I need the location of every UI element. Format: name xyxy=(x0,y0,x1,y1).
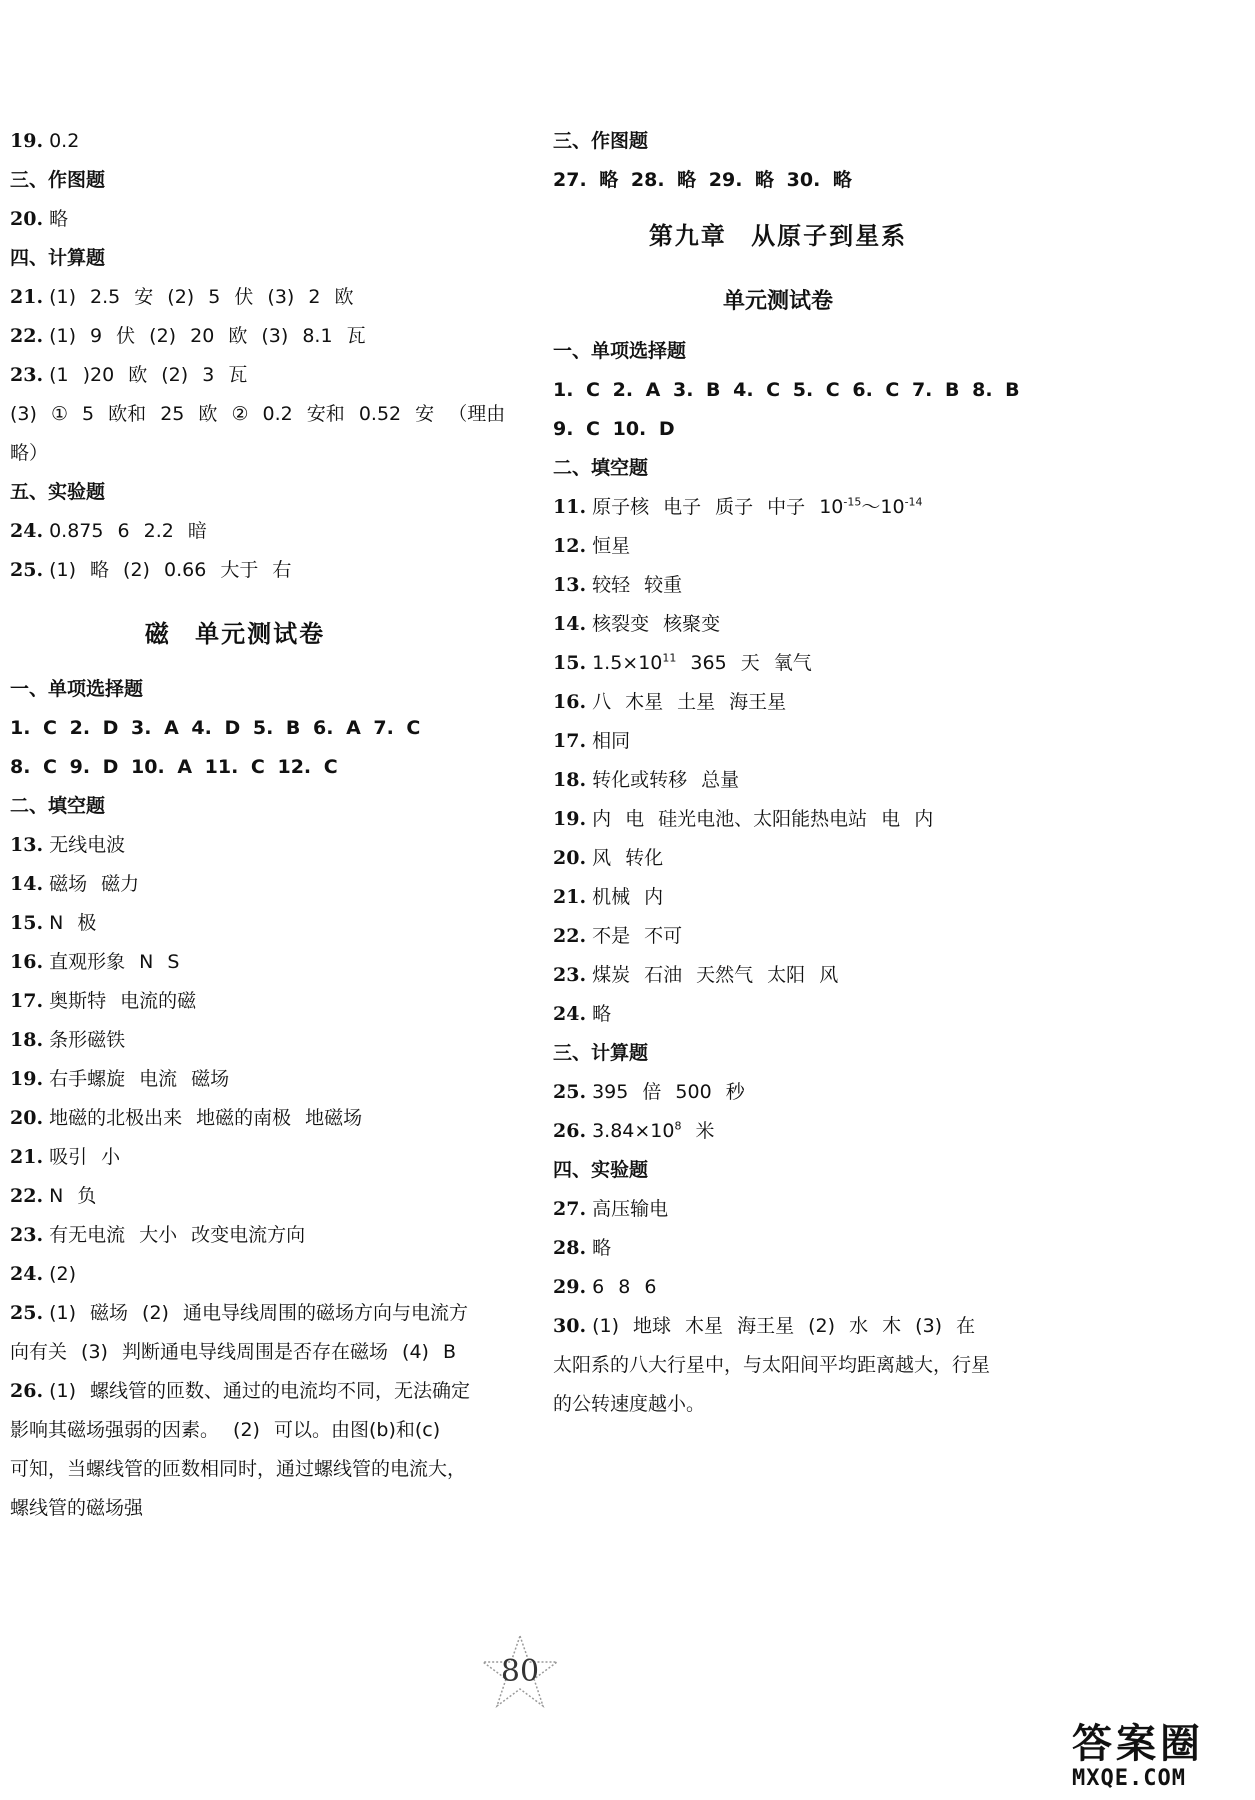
answer-line xyxy=(553,878,1003,917)
answer-line xyxy=(10,1411,460,1450)
answer-line xyxy=(10,278,460,317)
answer-line xyxy=(10,1489,460,1528)
exponent: 8 xyxy=(674,1119,682,1133)
answer-row: 1. C 2. D 3. A 4. D 5. B 6. A 7. C xyxy=(10,717,421,739)
question-number: 22. xyxy=(553,925,587,947)
answer-line xyxy=(10,982,460,1021)
answer-line xyxy=(10,317,460,356)
question-number: 23. xyxy=(10,364,44,386)
answer-line xyxy=(10,434,460,473)
question-number: 21. xyxy=(10,1146,44,1168)
exponent: -15 xyxy=(843,495,862,509)
answer-text: 向有关 (3) 判断通电导线周围是否存在磁场 (4) B xyxy=(10,1341,457,1363)
question-number: 24. xyxy=(10,1263,44,1285)
chapter-subtitle: 单元测试卷 xyxy=(722,289,833,314)
answer-row: 27. 略 28. 略 29. 略 30. 略 xyxy=(553,169,852,191)
answer-text: 395 倍 500 秒 xyxy=(592,1081,745,1103)
answer-text: (1) 螺线管的匝数、通过的电流均不同，无法确定 xyxy=(49,1380,471,1402)
answer-text-continued: ～10 xyxy=(861,496,905,518)
answer-text: 核裂变 核聚变 xyxy=(592,613,721,635)
answer-text: 螺线管的磁场强 xyxy=(10,1497,144,1519)
answer-text: 高压输电 xyxy=(592,1198,669,1220)
answer-line xyxy=(10,200,460,239)
answer-line xyxy=(10,122,460,161)
answer-text: 0.2 xyxy=(49,130,80,152)
answer-line xyxy=(553,1385,1003,1424)
section-heading: 一、单项选择题 xyxy=(10,678,144,700)
answer-line xyxy=(10,1255,460,1294)
answer-text: (1) 磁场 (2) 通电导线周围的磁场方向与电流方 xyxy=(49,1302,469,1324)
answer-text: (3) ① 5 欧和 25 欧 ② 0.2 安和 0.52 安 （理由 xyxy=(10,403,506,425)
answer-line xyxy=(10,551,460,590)
answer-line xyxy=(553,800,1003,839)
answer-line xyxy=(553,1112,1003,1151)
section-heading: 三、作图题 xyxy=(553,130,649,152)
answer-line xyxy=(553,761,1003,800)
answer-text: 3.84×10 xyxy=(592,1120,675,1142)
question-number: 14. xyxy=(553,613,587,635)
question-number: 21. xyxy=(553,886,587,908)
answer-line xyxy=(10,1177,460,1216)
answer-text: 风 转化 xyxy=(592,847,664,869)
question-number: 14. xyxy=(10,873,44,895)
answer-line xyxy=(553,566,1003,605)
section-heading: 二、填空题 xyxy=(553,457,649,479)
answer-text: 可知，当螺线管的匝数相同时，通过螺线管的电流大， xyxy=(10,1458,467,1480)
answer-line xyxy=(10,1099,460,1138)
question-number: 25. xyxy=(10,559,44,581)
question-number: 19. xyxy=(10,130,44,152)
watermark-bottom: MXQE.COM xyxy=(1072,1766,1186,1791)
answer-text: 奥斯特 电流的磁 xyxy=(49,990,197,1012)
answer-text: 1.5×10 xyxy=(592,652,663,674)
answer-line xyxy=(10,1060,460,1099)
answer-text: 相同 xyxy=(592,730,631,752)
answer-line xyxy=(553,956,1003,995)
question-number: 21. xyxy=(10,286,44,308)
answer-line xyxy=(553,1073,1003,1112)
answer-text-continued: 365 天 氧气 xyxy=(676,652,812,674)
question-number: 22. xyxy=(10,1185,44,1207)
answer-line xyxy=(10,904,460,943)
question-number: 30. xyxy=(553,1315,587,1337)
right-top-section xyxy=(553,122,1003,200)
answer-text: (2) xyxy=(49,1263,76,1285)
answer-line xyxy=(553,1229,1003,1268)
answer-line xyxy=(553,1190,1003,1229)
answer-text: 略） xyxy=(10,442,49,464)
answer-text: 不是 不可 xyxy=(592,925,683,947)
question-number: 15. xyxy=(553,652,587,674)
answer-text: 内 电 硅光电池、太阳能热电站 电 内 xyxy=(592,808,934,830)
answer-text: 影响其磁场强弱的因素。 (2) 可以。由图(b)和(c) xyxy=(10,1419,441,1441)
answer-text: 有无电流 大小 改变电流方向 xyxy=(49,1224,306,1246)
question-number: 26. xyxy=(10,1380,44,1402)
question-number: 24. xyxy=(553,1003,587,1025)
answer-line xyxy=(10,395,506,434)
answer-text: 恒星 xyxy=(592,535,631,557)
answer-text: (1) 2.5 安 (2) 5 伏 (3) 2 欧 xyxy=(49,286,354,308)
answer-text: (1) 略 (2) 0.66 大于 右 xyxy=(49,559,292,581)
answer-text: 略 xyxy=(592,1237,612,1259)
question-number: 17. xyxy=(553,730,587,752)
question-number: 20. xyxy=(553,847,587,869)
answer-text: 的公转速度越小。 xyxy=(553,1393,706,1415)
question-number: 20. xyxy=(10,1107,44,1129)
question-number: 20. xyxy=(10,208,44,230)
answer-line xyxy=(553,839,1003,878)
answer-text: (1) 地球 木星 海王星 (2) 水 木 (3) 在 xyxy=(592,1315,976,1337)
answer-line xyxy=(553,605,1003,644)
question-number: 18. xyxy=(10,1029,44,1051)
question-number: 16. xyxy=(10,951,44,973)
question-number: 29. xyxy=(553,1276,587,1298)
left-column xyxy=(10,122,506,1528)
answer-line xyxy=(10,1372,471,1411)
answer-line xyxy=(553,488,1003,527)
answer-line xyxy=(10,1333,460,1372)
answer-line xyxy=(10,1216,460,1255)
question-number: 15. xyxy=(10,912,44,934)
section-heading: 三、作图题 xyxy=(10,169,106,191)
answer-line xyxy=(553,1307,1003,1346)
question-number: 19. xyxy=(553,808,587,830)
answer-text: 八 木星 土星 海王星 xyxy=(592,691,787,713)
question-number: 23. xyxy=(553,964,587,986)
question-number: 26. xyxy=(553,1120,587,1142)
question-number: 16. xyxy=(553,691,587,713)
answer-text: 机械 内 xyxy=(592,886,664,908)
answer-row: 1. C 2. A 3. B 4. C 5. C 6. C 7. B 8. B xyxy=(553,379,1020,401)
answer-row: 8. C 9. D 10. A 11. C 12. C xyxy=(10,756,338,778)
question-number: 25. xyxy=(553,1081,587,1103)
answer-line xyxy=(10,356,460,395)
answer-line xyxy=(553,644,1003,683)
answer-text: N 负 xyxy=(49,1185,97,1207)
answer-text: 0.875 6 2.2 暗 xyxy=(49,520,207,542)
section-heading: 一、单项选择题 xyxy=(553,340,687,362)
question-number: 23. xyxy=(10,1224,44,1246)
section-heading: 二、填空题 xyxy=(10,795,106,817)
right-column xyxy=(553,122,1020,1424)
page-number: 80 xyxy=(500,1654,540,1689)
answer-text-continued: 米 xyxy=(681,1120,715,1142)
answer-text: 煤炭 石油 天然气 太阳 风 xyxy=(592,964,839,986)
watermark-top: 答案圈 xyxy=(1072,1721,1204,1767)
answer-line xyxy=(10,943,460,982)
answer-line xyxy=(553,527,1003,566)
question-number: 13. xyxy=(10,834,44,856)
question-number: 17. xyxy=(10,990,44,1012)
exponent: 11 xyxy=(662,651,677,665)
answer-text: (1 )20 欧 (2) 3 瓦 xyxy=(49,364,248,386)
answer-line xyxy=(10,865,460,904)
answer-text: 地磁的北极出来 地磁的南极 地磁场 xyxy=(49,1107,363,1129)
answer-text: 6 8 6 xyxy=(592,1276,657,1298)
answer-line xyxy=(553,683,1003,722)
answer-line xyxy=(553,1346,1003,1385)
answer-line xyxy=(553,1268,1003,1307)
answer-text: N 极 xyxy=(49,912,97,934)
answer-text: 略 xyxy=(592,1003,612,1025)
question-number: 12. xyxy=(553,535,587,557)
watermark-logo xyxy=(1072,1722,1247,1796)
answer-text: 原子核 电子 质子 中子 10 xyxy=(592,496,844,518)
question-number: 13. xyxy=(553,574,587,596)
answer-line xyxy=(10,1450,467,1489)
right-rest-section xyxy=(553,332,1020,1424)
answer-text: (1) 9 伏 (2) 20 欧 (3) 8.1 瓦 xyxy=(49,325,366,347)
exponent: -14 xyxy=(904,495,923,509)
answer-text: 右手螺旋 电流 磁场 xyxy=(49,1068,230,1090)
answer-line xyxy=(553,917,1003,956)
answer-text: 较轻 较重 xyxy=(592,574,683,596)
answer-line xyxy=(10,826,460,865)
question-number: 28. xyxy=(553,1237,587,1259)
answer-line xyxy=(10,512,460,551)
chapter-title: 第九章 从原子到星系 xyxy=(648,222,908,250)
page-number-badge xyxy=(480,1632,560,1712)
answer-line xyxy=(10,1294,469,1333)
question-number: 19. xyxy=(10,1068,44,1090)
answer-text: 磁场 磁力 xyxy=(49,873,140,895)
section-heading: 五、实验题 xyxy=(10,481,106,503)
question-number: 24. xyxy=(10,520,44,542)
answer-text: 转化或转移 总量 xyxy=(592,769,740,791)
answer-text: 太阳系的八大行星中，与太阳间平均距离越大，行星 xyxy=(553,1354,991,1376)
section-heading: 三、计算题 xyxy=(553,1042,649,1064)
answer-line xyxy=(553,722,1003,761)
section-title: 磁 单元测试卷 xyxy=(144,620,326,648)
answer-text: 直观形象 N S xyxy=(49,951,180,973)
answer-row: 9. C 10. D xyxy=(553,418,675,440)
question-number: 22. xyxy=(10,325,44,347)
answer-text: 无线电波 xyxy=(49,834,126,856)
section-heading: 四、实验题 xyxy=(553,1159,649,1181)
answer-text: 略 xyxy=(49,208,69,230)
answer-text: 吸引 小 xyxy=(49,1146,121,1168)
answer-line xyxy=(10,1138,460,1177)
answer-line xyxy=(553,995,1003,1034)
question-number: 18. xyxy=(553,769,587,791)
answer-text: 条形磁铁 xyxy=(49,1029,126,1051)
question-number: 27. xyxy=(553,1198,587,1220)
answer-line xyxy=(10,1021,460,1060)
question-number: 25. xyxy=(10,1302,44,1324)
question-number: 11. xyxy=(553,496,587,518)
section-heading: 四、计算题 xyxy=(10,247,106,269)
